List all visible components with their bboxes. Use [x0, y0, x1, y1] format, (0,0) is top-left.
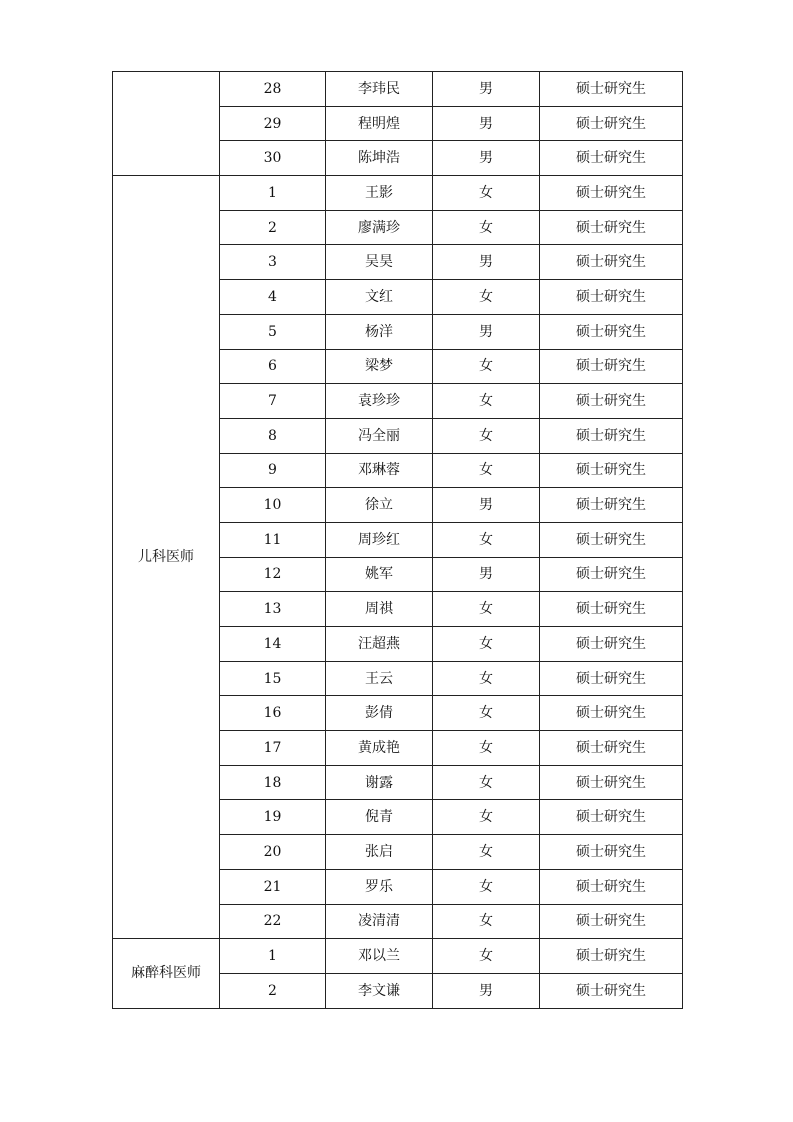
name-cell: 李文谦: [326, 973, 433, 1008]
name-cell: 邓以兰: [326, 939, 433, 974]
education-cell: 硕士研究生: [540, 904, 683, 939]
gender-cell: 男: [433, 557, 540, 592]
name-cell: 周珍红: [326, 522, 433, 557]
serial-number-cell: 2: [220, 973, 326, 1008]
education-cell: 硕士研究生: [540, 314, 683, 349]
gender-cell: 男: [433, 973, 540, 1008]
education-cell: 硕士研究生: [540, 453, 683, 488]
gender-cell: 女: [433, 627, 540, 662]
name-cell: 凌清清: [326, 904, 433, 939]
name-cell: 袁珍珍: [326, 384, 433, 419]
serial-number-cell: 12: [220, 557, 326, 592]
education-cell: 硕士研究生: [540, 141, 683, 176]
education-cell: 硕士研究生: [540, 696, 683, 731]
education-cell: 硕士研究生: [540, 210, 683, 245]
gender-cell: 男: [433, 72, 540, 107]
education-cell: 硕士研究生: [540, 869, 683, 904]
name-cell: 黄成艳: [326, 731, 433, 766]
serial-number-cell: 9: [220, 453, 326, 488]
name-cell: 倪青: [326, 800, 433, 835]
name-cell: 吴昊: [326, 245, 433, 280]
serial-number-cell: 11: [220, 522, 326, 557]
education-cell: 硕士研究生: [540, 661, 683, 696]
name-cell: 陈坤浩: [326, 141, 433, 176]
serial-number-cell: 5: [220, 314, 326, 349]
education-cell: 硕士研究生: [540, 245, 683, 280]
gender-cell: 男: [433, 106, 540, 141]
serial-number-cell: 1: [220, 939, 326, 974]
name-cell: 冯全丽: [326, 418, 433, 453]
name-cell: 汪超燕: [326, 627, 433, 662]
education-cell: 硕士研究生: [540, 939, 683, 974]
name-cell: 文红: [326, 280, 433, 315]
serial-number-cell: 8: [220, 418, 326, 453]
gender-cell: 男: [433, 488, 540, 523]
serial-number-cell: 6: [220, 349, 326, 384]
gender-cell: 男: [433, 141, 540, 176]
table-row: [113, 176, 683, 211]
serial-number-cell: 21: [220, 869, 326, 904]
serial-number-cell: 15: [220, 661, 326, 696]
serial-number-cell: 30: [220, 141, 326, 176]
department-cell: 麻醉科医师: [113, 939, 220, 1008]
education-cell: 硕士研究生: [540, 973, 683, 1008]
gender-cell: 女: [433, 280, 540, 315]
education-cell: 硕士研究生: [540, 280, 683, 315]
name-cell: 程明煌: [326, 106, 433, 141]
gender-cell: 女: [433, 765, 540, 800]
gender-cell: 女: [433, 800, 540, 835]
serial-number-cell: 22: [220, 904, 326, 939]
serial-number-cell: 16: [220, 696, 326, 731]
name-cell: 李玮民: [326, 72, 433, 107]
gender-cell: 女: [433, 661, 540, 696]
name-cell: 杨洋: [326, 314, 433, 349]
name-cell: 邓琳蓉: [326, 453, 433, 488]
table-row: [113, 72, 683, 107]
serial-number-cell: 17: [220, 731, 326, 766]
gender-cell: 女: [433, 869, 540, 904]
gender-cell: 女: [433, 418, 540, 453]
gender-cell: 女: [433, 835, 540, 870]
education-cell: 硕士研究生: [540, 488, 683, 523]
serial-number-cell: 20: [220, 835, 326, 870]
education-cell: 硕士研究生: [540, 731, 683, 766]
name-cell: 姚军: [326, 557, 433, 592]
gender-cell: 女: [433, 176, 540, 211]
name-cell: 梁梦: [326, 349, 433, 384]
name-cell: 王影: [326, 176, 433, 211]
education-cell: 硕士研究生: [540, 765, 683, 800]
staff-roster-table: [112, 71, 683, 1009]
name-cell: 彭倩: [326, 696, 433, 731]
gender-cell: 女: [433, 904, 540, 939]
serial-number-cell: 4: [220, 280, 326, 315]
gender-cell: 女: [433, 696, 540, 731]
serial-number-cell: 2: [220, 210, 326, 245]
serial-number-cell: 28: [220, 72, 326, 107]
name-cell: 周祺: [326, 592, 433, 627]
serial-number-cell: 14: [220, 627, 326, 662]
education-cell: 硕士研究生: [540, 106, 683, 141]
gender-cell: 女: [433, 210, 540, 245]
education-cell: 硕士研究生: [540, 627, 683, 662]
education-cell: 硕士研究生: [540, 176, 683, 211]
gender-cell: 男: [433, 245, 540, 280]
gender-cell: 女: [433, 939, 540, 974]
education-cell: 硕士研究生: [540, 835, 683, 870]
name-cell: 谢露: [326, 765, 433, 800]
gender-cell: 女: [433, 384, 540, 419]
name-cell: 徐立: [326, 488, 433, 523]
name-cell: 廖满珍: [326, 210, 433, 245]
gender-cell: 女: [433, 453, 540, 488]
gender-cell: 女: [433, 731, 540, 766]
education-cell: 硕士研究生: [540, 522, 683, 557]
department-cell: [113, 72, 220, 176]
education-cell: 硕士研究生: [540, 418, 683, 453]
serial-number-cell: 7: [220, 384, 326, 419]
gender-cell: 女: [433, 349, 540, 384]
serial-number-cell: 18: [220, 765, 326, 800]
education-cell: 硕士研究生: [540, 592, 683, 627]
gender-cell: 男: [433, 314, 540, 349]
education-cell: 硕士研究生: [540, 557, 683, 592]
serial-number-cell: 1: [220, 176, 326, 211]
serial-number-cell: 3: [220, 245, 326, 280]
gender-cell: 女: [433, 592, 540, 627]
serial-number-cell: 10: [220, 488, 326, 523]
name-cell: 罗乐: [326, 869, 433, 904]
name-cell: 王云: [326, 661, 433, 696]
department-cell: 儿科医师: [113, 176, 220, 939]
education-cell: 硕士研究生: [540, 72, 683, 107]
serial-number-cell: 29: [220, 106, 326, 141]
education-cell: 硕士研究生: [540, 800, 683, 835]
table-row: [113, 939, 683, 974]
name-cell: 张启: [326, 835, 433, 870]
education-cell: 硕士研究生: [540, 384, 683, 419]
serial-number-cell: 19: [220, 800, 326, 835]
roster-body: [113, 72, 683, 1009]
education-cell: 硕士研究生: [540, 349, 683, 384]
gender-cell: 女: [433, 522, 540, 557]
serial-number-cell: 13: [220, 592, 326, 627]
